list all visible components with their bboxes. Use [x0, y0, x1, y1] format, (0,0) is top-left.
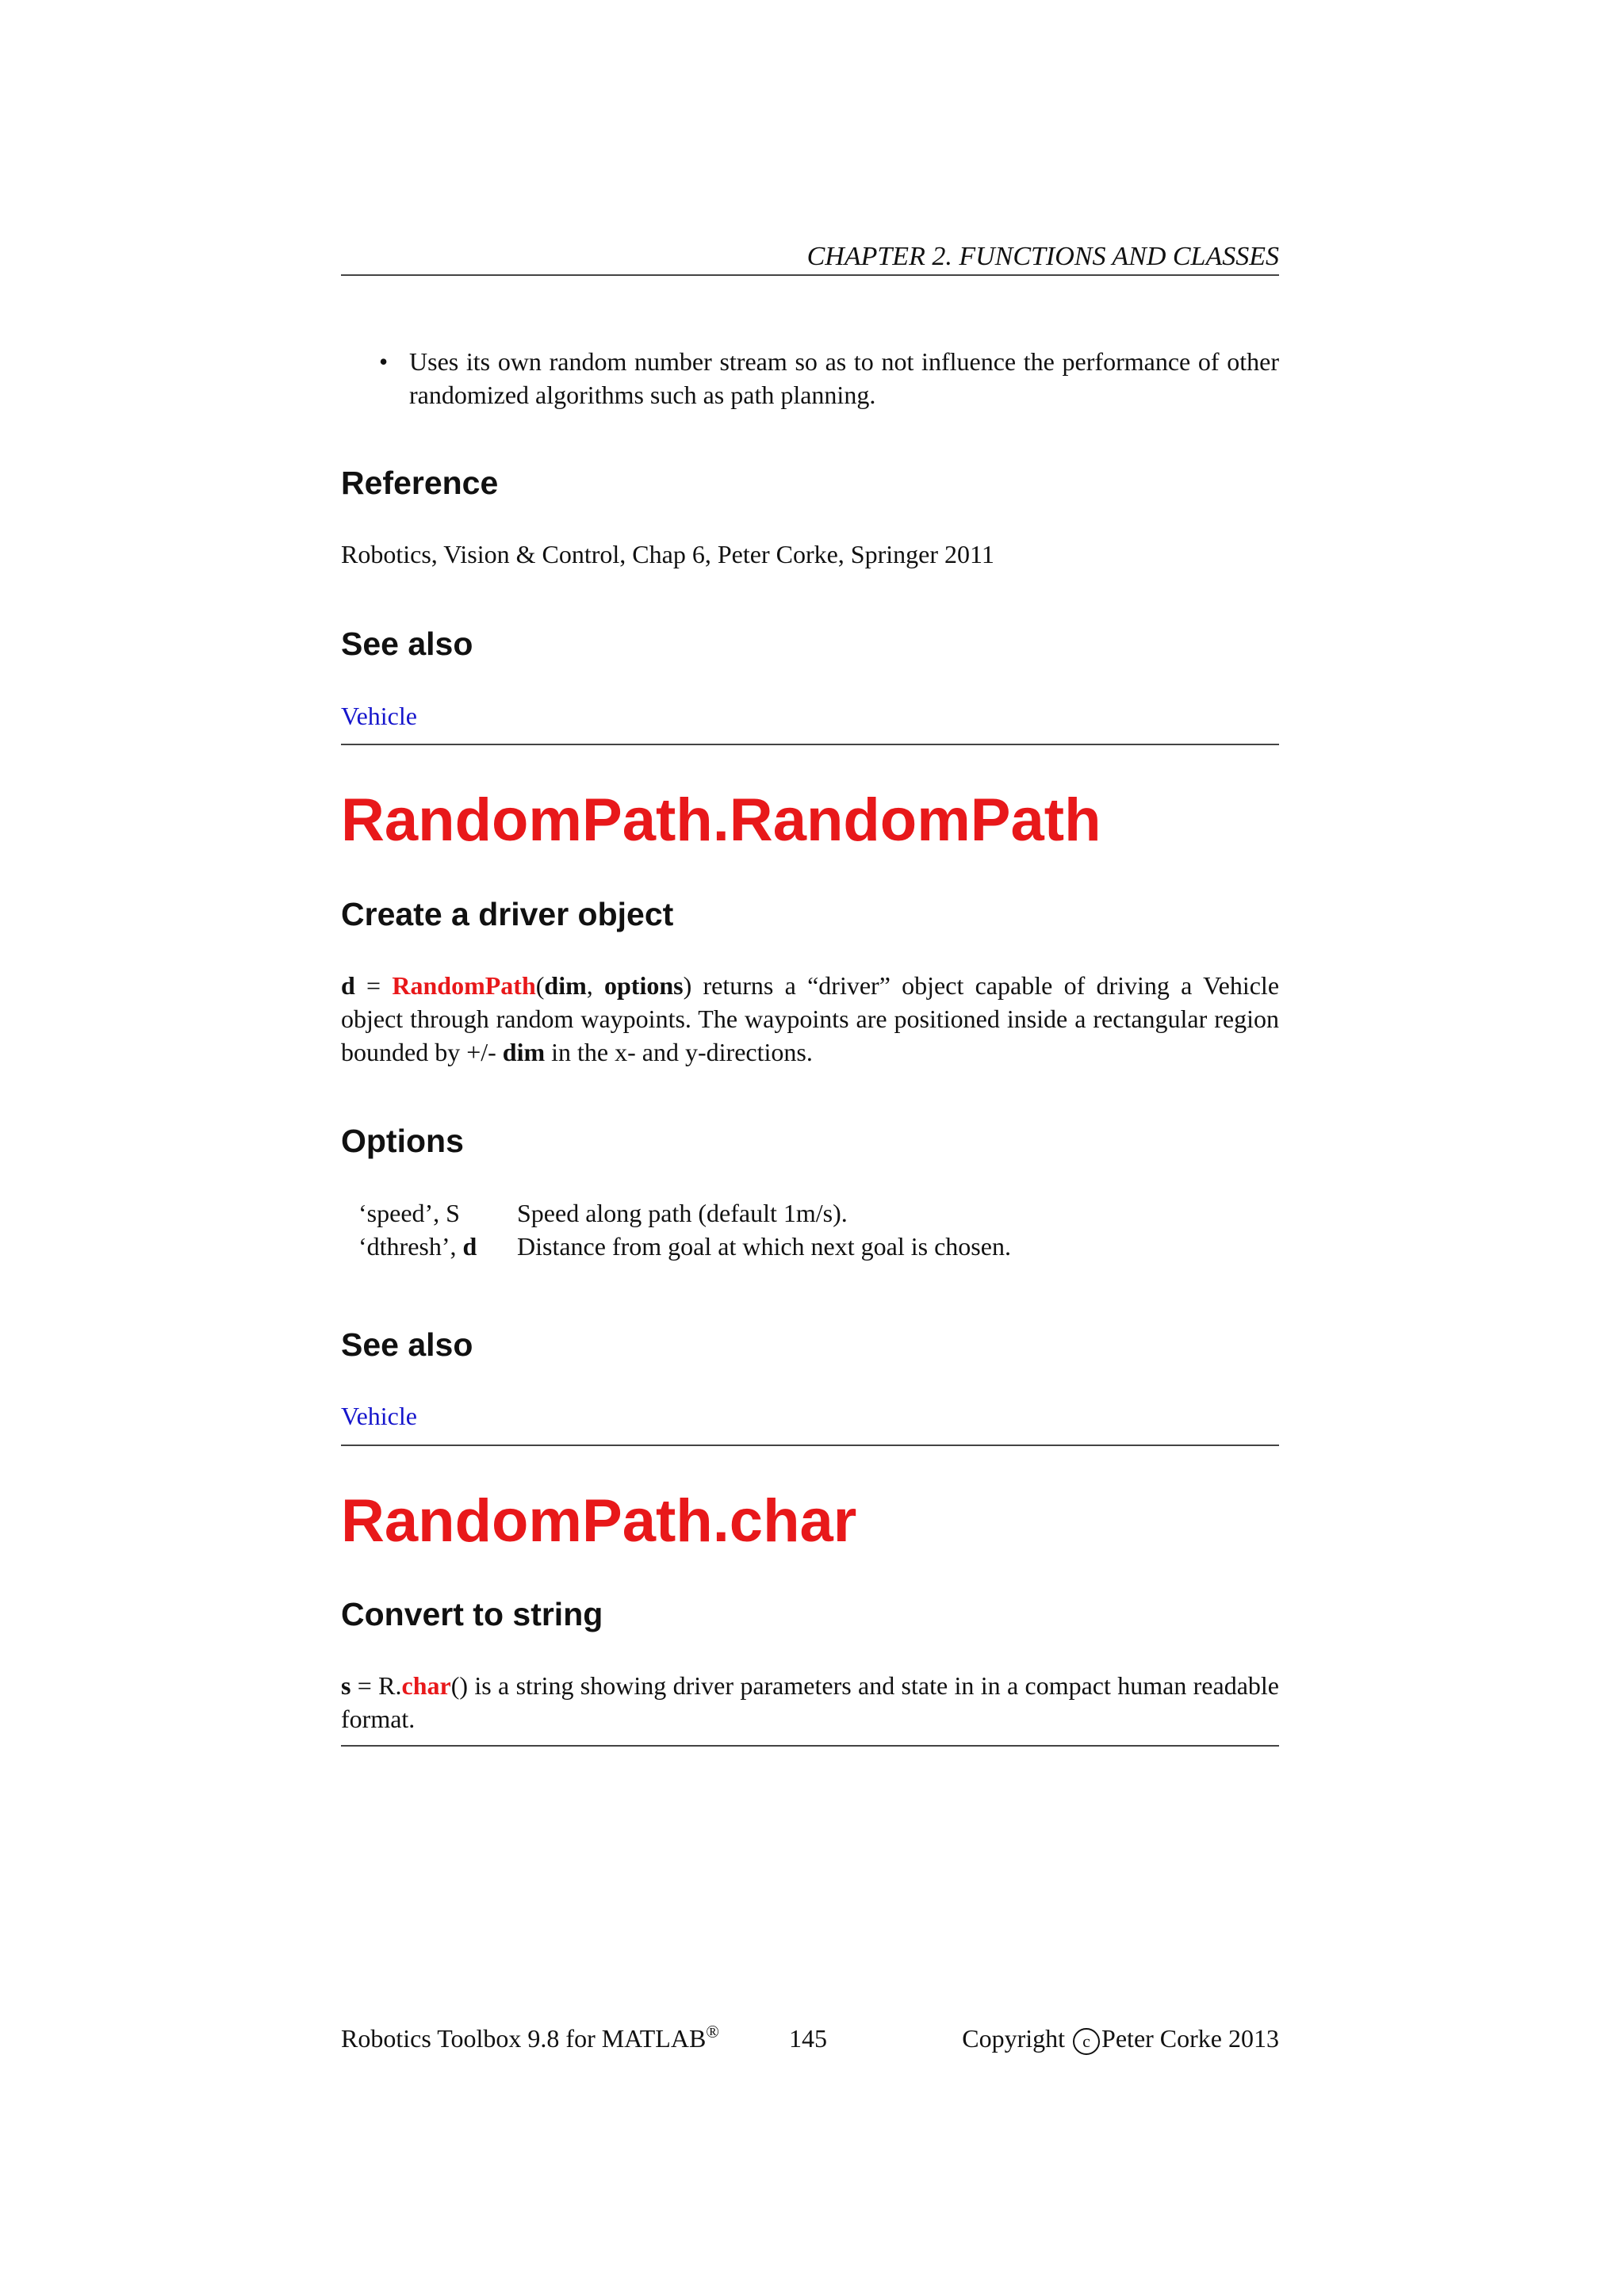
section-description-2 [341, 1669, 1279, 1735]
section-rule-3 [341, 1745, 1279, 1747]
paren-open: ( [535, 971, 545, 1000]
see-also-heading: See also [341, 626, 473, 662]
section-title-2: RandomPath.char [341, 1487, 857, 1555]
option-key: ‘dthresh’, d [358, 1232, 477, 1261]
desc-text-2: () is a string showing driver parameters and state in in a compact human readable format. [341, 1671, 1280, 1733]
arg-options: options [604, 971, 684, 1000]
copyright-icon: c [1073, 2028, 1100, 2055]
desc-text-end: in the x- and y-directions. [545, 1038, 813, 1066]
registered-mark: ® [706, 2022, 719, 2042]
arg-dim-2: dim [502, 1038, 546, 1066]
section-title: RandomPath.RandomPath [341, 786, 1101, 854]
section-rule [341, 744, 1279, 745]
var-s: s [341, 1671, 351, 1700]
see-also-link-vehicle-2[interactable]: Vehicle [341, 1402, 417, 1430]
reference-text: Robotics, Vision & Control, Chap 6, Peter Corke, Springer 2011 [341, 540, 994, 568]
eq-sign: = [354, 971, 393, 1000]
function-name: RandomPath [392, 971, 536, 1000]
option-desc: Distance from goal at which next goal is chosen. [517, 1232, 1011, 1261]
see-also-heading-2: See also [341, 1326, 473, 1363]
options-heading: Options [341, 1123, 464, 1159]
footer-copyright: Copyright c Peter Corke 2013 [944, 2022, 1279, 2055]
bullet-text: Uses its own random number stream so as to not influence the performance of other randomized algorithms such as path planning. [409, 347, 1279, 409]
header-rule [341, 274, 1279, 276]
bullet-marker: • [379, 347, 389, 376]
footer-left: Robotics Toolbox 9.8 for MATLAB® [341, 2022, 719, 2053]
section-rule-2 [341, 1445, 1279, 1446]
running-header: CHAPTER 2. FUNCTIONS AND CLASSES [806, 242, 1279, 271]
option-key: ‘speed’, S [358, 1199, 460, 1227]
eq-sign-2: = R. [350, 1671, 402, 1700]
see-also-link-vehicle[interactable]: Vehicle [341, 702, 417, 730]
section-description [341, 969, 1279, 1069]
comma: , [586, 971, 604, 1000]
var-d: d [341, 971, 355, 1000]
arg-dim: dim [544, 971, 587, 1000]
reference-heading: Reference [341, 465, 499, 501]
section-subtitle: Create a driver object [341, 896, 674, 932]
section-subtitle-2: Convert to string [341, 1596, 603, 1632]
page-number: 145 [789, 2024, 827, 2053]
desc-text: ) returns a “driver” object capable of driving a Vehicle object through random waypoints. The waypoints are positioned inside a rectangular region bounded by +/- [341, 971, 1280, 1066]
option-desc: Speed along path (default 1m/s). [517, 1199, 848, 1227]
function-name-char: char [401, 1671, 451, 1700]
